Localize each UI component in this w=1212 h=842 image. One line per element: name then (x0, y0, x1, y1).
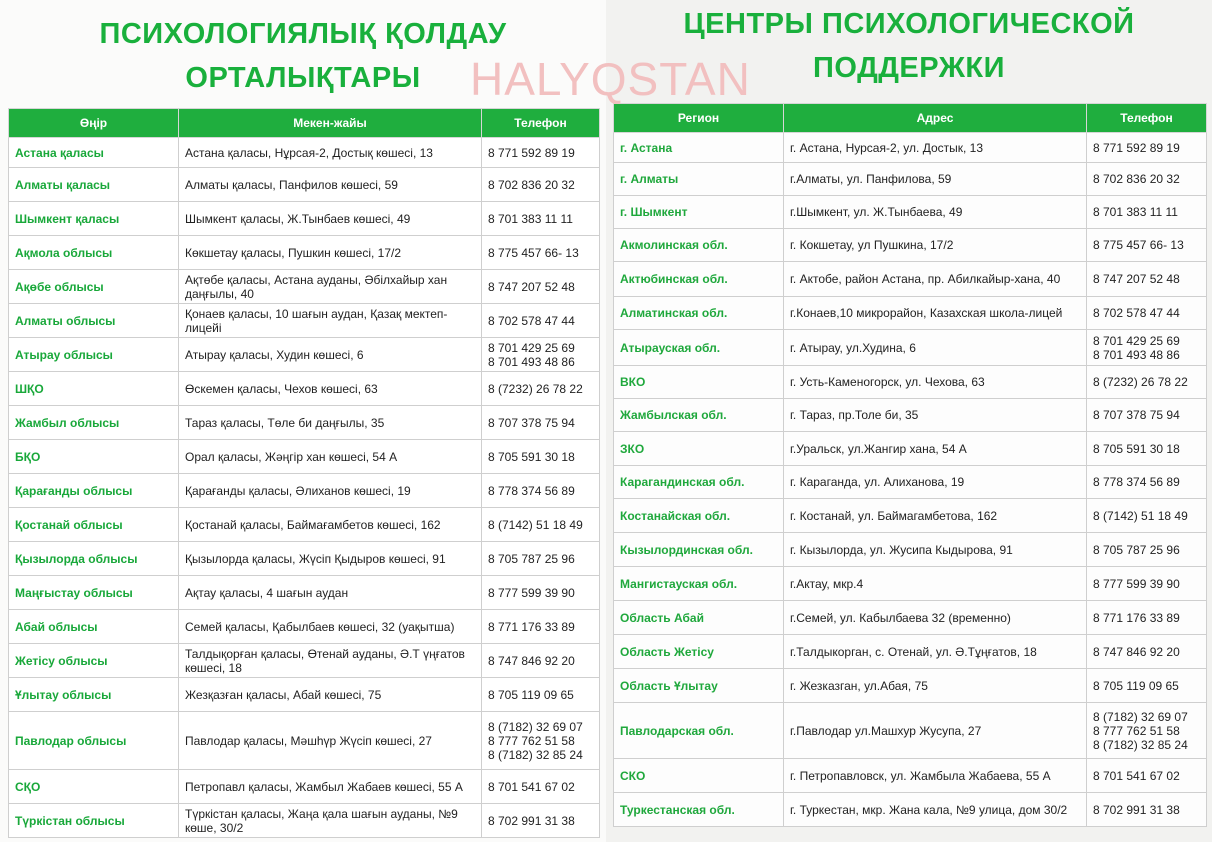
region-cell: Ұлытау облысы (9, 678, 179, 712)
table-row (9, 804, 600, 838)
phone-cell (1087, 703, 1207, 759)
address-cell: г.Павлодар ул.Машхур Жусупа, 27 (784, 703, 1087, 759)
table-row (614, 759, 1207, 793)
column-header-address: Мекен-жайы (179, 109, 482, 138)
phone-cell (1087, 366, 1207, 399)
phone-cell (482, 236, 600, 270)
address-cell: г. Туркестан, мкр. Жана кала, №9 улица, дом 30/2 (784, 793, 1087, 827)
region-cell: Мангистауская обл. (614, 567, 784, 601)
region-cell: г. Астана (614, 133, 784, 163)
address-cell: Петропавл қаласы, Жамбыл Жабаев көшесі, 55 А (179, 770, 482, 804)
phone-number: 8 705 591 30 18 (488, 449, 575, 464)
phone-cell (482, 576, 600, 610)
table-row (614, 466, 1207, 499)
address-cell: Семей қаласы, Қабылбаев көшесі, 32 (уақытша) (179, 610, 482, 644)
table-row (9, 440, 600, 474)
phone-cell (482, 168, 600, 202)
table-row (614, 793, 1207, 827)
phone-number: 8 701 493 48 86 (1093, 347, 1180, 362)
phone-number: 8 775 457 66- 13 (488, 245, 579, 260)
address-cell: г.Конаев,10 микрорайон, Казахская школа-лицей (784, 297, 1087, 330)
region-cell: Алматы облысы (9, 304, 179, 338)
region-cell: Алматы қаласы (9, 168, 179, 202)
table-row (614, 163, 1207, 196)
table-row (614, 399, 1207, 432)
phone-cell (1087, 163, 1207, 196)
kazakh-title-line-1: ПСИХОЛОГИЯЛЫҚ ҚОЛДАУ (99, 18, 507, 50)
table-row (9, 678, 600, 712)
address-cell: Өскемен қаласы, Чехов көшесі, 63 (179, 372, 482, 406)
table-row (9, 372, 600, 406)
table-row (9, 712, 600, 770)
table-row (9, 770, 600, 804)
phone-cell (1087, 567, 1207, 601)
address-cell: г.Уральск, ул.Жангир хана, 54 А (784, 432, 1087, 466)
phone-number: 8 702 991 31 38 (1093, 802, 1180, 817)
phone-cell (482, 770, 600, 804)
phone-number: 8 747 846 92 20 (488, 653, 575, 668)
table-row (9, 474, 600, 508)
address-cell: Орал қаласы, Жәңгір хан көшесі, 54 А (179, 440, 482, 474)
table-row (9, 644, 600, 678)
region-cell: г. Алматы (614, 163, 784, 196)
table-row (9, 542, 600, 576)
address-cell: Қарағанды қаласы, Әлиханов көшесі, 19 (179, 474, 482, 508)
table-row (9, 202, 600, 236)
phone-cell (1087, 330, 1207, 366)
phone-number: 8 701 493 48 86 (488, 354, 575, 369)
phone-cell (1087, 229, 1207, 262)
phone-number: 8 777 599 39 90 (1093, 576, 1180, 591)
phone-cell (482, 138, 600, 168)
region-cell: Қостанай облысы (9, 508, 179, 542)
address-cell: г. Караганда, ул. Алиханова, 19 (784, 466, 1087, 499)
phone-number: 8 775 457 66- 13 (1093, 238, 1184, 252)
phone-number: 8 (7232) 26 78 22 (1093, 375, 1188, 389)
phone-cell (482, 406, 600, 440)
region-cell: Актюбинская обл. (614, 262, 784, 297)
phone-number: 8 771 592 89 19 (1093, 140, 1180, 155)
kazakh-centers-table (8, 108, 600, 838)
phone-cell (1087, 466, 1207, 499)
phone-number: 8 707 378 75 94 (488, 415, 575, 430)
russian-title-line-1: ЦЕНТРЫ ПСИХОЛОГИЧЕСКОЙ (683, 8, 1135, 40)
region-cell: Акмолинская обл. (614, 229, 784, 262)
watermark: HALYQSTAN (470, 53, 751, 105)
phone-number: 8 777 762 51 58 (1093, 723, 1180, 738)
table-row (9, 304, 600, 338)
phone-number: 8 771 176 33 89 (1093, 610, 1180, 625)
table-row (9, 138, 600, 168)
table-row (614, 533, 1207, 567)
address-cell: г. Жезказган, ул.Абая, 75 (784, 669, 1087, 703)
address-cell: г.Актау, мкр.4 (784, 567, 1087, 601)
phone-number: 8 702 578 47 44 (1093, 306, 1180, 320)
phone-cell (482, 678, 600, 712)
table-row (614, 133, 1207, 163)
address-cell: г.Шымкент, ул. Ж.Тынбаева, 49 (784, 196, 1087, 229)
table-row (9, 270, 600, 304)
address-cell: Шымкент қаласы, Ж.Тынбаев көшесі, 49 (179, 202, 482, 236)
table-row (614, 635, 1207, 669)
phone-number: 8 (7142) 51 18 49 (488, 517, 583, 532)
phone-cell (1087, 635, 1207, 669)
phone-cell (482, 202, 600, 236)
region-cell: Абай облысы (9, 610, 179, 644)
phone-cell (482, 508, 600, 542)
address-cell: г. Кокшетау, ул Пушкина, 17/2 (784, 229, 1087, 262)
address-cell: Атырау қаласы, Худин көшесі, 6 (179, 338, 482, 372)
phone-cell (1087, 793, 1207, 827)
phone-number: 8 701 541 67 02 (1093, 768, 1180, 783)
region-cell: Қызылорда облысы (9, 542, 179, 576)
phone-number: 8 (7142) 51 18 49 (1093, 508, 1188, 523)
table-row (614, 297, 1207, 330)
kazakh-table-body (9, 138, 600, 838)
phone-cell (482, 804, 600, 838)
table-row (614, 432, 1207, 466)
phone-cell (482, 474, 600, 508)
address-cell: Ақтау қаласы, 4 шағын аудан (179, 576, 482, 610)
address-cell: Түркістан қаласы, Жаңа қала шағын ауданы, №9 көше, 30/2 (179, 804, 482, 838)
phone-number: 8 702 991 31 38 (488, 813, 575, 828)
region-cell: Жетісу облысы (9, 644, 179, 678)
region-cell: Атырауская обл. (614, 330, 784, 366)
region-cell: Павлодар облысы (9, 712, 179, 770)
phone-cell (482, 304, 600, 338)
region-cell: Область Абай (614, 601, 784, 635)
phone-number: 8 (7232) 26 78 22 (488, 381, 583, 396)
region-cell: Костанайская обл. (614, 499, 784, 533)
column-header-region: Өңір (9, 109, 179, 138)
table-row (9, 508, 600, 542)
table-row (9, 338, 600, 372)
phone-cell (1087, 759, 1207, 793)
region-cell: ЗКО (614, 432, 784, 466)
phone-number: 8 701 541 67 02 (488, 779, 575, 794)
table-header-row (614, 104, 1207, 133)
phone-number: 8 778 374 56 89 (488, 483, 575, 498)
phone-cell (1087, 432, 1207, 466)
address-cell: г. Тараз, пр.Толе би, 35 (784, 399, 1087, 432)
address-cell: г.Алматы, ул. Панфилова, 59 (784, 163, 1087, 196)
table-row (614, 229, 1207, 262)
phone-number: 8 747 207 52 48 (488, 279, 575, 294)
phone-cell (1087, 669, 1207, 703)
region-cell: г. Шымкент (614, 196, 784, 229)
table-row (614, 330, 1207, 366)
address-cell: Көкшетау қаласы, Пушкин көшесі, 17/2 (179, 236, 482, 270)
address-cell: г. Актобе, район Астана, пр. Абилкайыр-хана, 40 (784, 262, 1087, 297)
region-cell: Кызылординская обл. (614, 533, 784, 567)
table-row (614, 196, 1207, 229)
address-cell: г. Костанай, ул. Баймагамбетова, 162 (784, 499, 1087, 533)
phone-cell (482, 270, 600, 304)
table-row (614, 669, 1207, 703)
table-header-row (9, 109, 600, 138)
address-cell: Қостанай қаласы, Баймағамбетов көшесі, 162 (179, 508, 482, 542)
phone-number: 8 701 383 11 11 (488, 211, 573, 226)
table-row (614, 262, 1207, 297)
address-cell: Павлодар қаласы, Мәшһүр Жүсіп көшесі, 27 (179, 712, 482, 770)
region-cell: Маңғыстау облысы (9, 576, 179, 610)
region-cell: СКО (614, 759, 784, 793)
address-cell: г. Атырау, ул.Худина, 6 (784, 330, 1087, 366)
phone-cell (1087, 196, 1207, 229)
region-cell: Астана қаласы (9, 138, 179, 168)
phone-cell (1087, 297, 1207, 330)
address-cell: г. Петропавловск, ул. Жамбыла Жабаева, 55 А (784, 759, 1087, 793)
region-cell: Жамбыл облысы (9, 406, 179, 440)
phone-number: 8 705 119 09 65 (488, 687, 574, 702)
region-cell: Карагандинская обл. (614, 466, 784, 499)
region-cell: Туркестанская обл. (614, 793, 784, 827)
column-header-phone: Телефон (1087, 104, 1207, 133)
phone-number: 8 701 383 11 11 (1093, 205, 1178, 219)
address-cell: Қонаев қаласы, 10 шағын аудан, Қазақ мектеп-лицейі (179, 304, 482, 338)
phone-cell (482, 338, 600, 372)
phone-cell (1087, 533, 1207, 567)
table-row (9, 406, 600, 440)
address-cell: Жезқазған қаласы, Абай көшесі, 75 (179, 678, 482, 712)
phone-cell (1087, 133, 1207, 163)
table-row (614, 499, 1207, 533)
phone-number: 8 702 578 47 44 (488, 313, 575, 328)
address-cell: Ақтөбе қаласы, Астана ауданы, Әбілхайыр хан даңғылы, 40 (179, 270, 482, 304)
phone-number: 8 747 207 52 48 (1093, 272, 1180, 286)
address-cell: Талдықорған қаласы, Өтенай ауданы, Ә.Т үңғатов көшесі, 18 (179, 644, 482, 678)
phone-number: 8 777 762 51 58 (488, 733, 575, 748)
region-cell: ВКО (614, 366, 784, 399)
table-row (614, 703, 1207, 759)
phone-cell (1087, 262, 1207, 297)
address-cell: г.Семей, ул. Кабылбаева 32 (временно) (784, 601, 1087, 635)
kazakh-title-line-2: ОРТАЛЫҚТАРЫ (185, 62, 421, 94)
phone-number: 8 771 176 33 89 (488, 619, 575, 634)
region-cell: Ақмола облысы (9, 236, 179, 270)
address-cell: г. Усть-Каменогорск, ул. Чехова, 63 (784, 366, 1087, 399)
russian-centers-table (613, 103, 1207, 827)
region-cell: БҚО (9, 440, 179, 474)
phone-number: 8 701 429 25 69 (1093, 333, 1180, 348)
address-cell: г.Талдыкорган, с. Отенай, ул. Ә.Тұңғатов, 18 (784, 635, 1087, 669)
address-cell: Тараз қаласы, Төле би даңғылы, 35 (179, 406, 482, 440)
address-cell: Астана қаласы, Нұрсая-2, Достық көшесі, 13 (179, 138, 482, 168)
region-cell: Алматинская обл. (614, 297, 784, 330)
region-cell: Павлодарская обл. (614, 703, 784, 759)
address-cell: г. Кызылорда, ул. Жусипа Кыдырова, 91 (784, 533, 1087, 567)
russian-title-line-2: ПОДДЕРЖКИ (813, 52, 1005, 84)
phone-number: 8 701 429 25 69 (488, 340, 575, 355)
phone-cell (482, 542, 600, 576)
table-row (614, 366, 1207, 399)
phone-cell (482, 712, 600, 770)
region-cell: Атырау облысы (9, 338, 179, 372)
address-cell: Қызылорда қаласы, Жүсіп Қыдыров көшесі, 91 (179, 542, 482, 576)
region-cell: Қарағанды облысы (9, 474, 179, 508)
table-row (9, 576, 600, 610)
phone-cell (482, 610, 600, 644)
phone-number: 8 771 592 89 19 (488, 145, 575, 160)
table-row (9, 610, 600, 644)
phone-number: 8 (7182) 32 85 24 (1093, 737, 1188, 752)
region-cell: Ақөбе облысы (9, 270, 179, 304)
table-row (614, 567, 1207, 601)
phone-number: 8 702 836 20 32 (488, 177, 575, 192)
region-cell: Область Ұлытау (614, 669, 784, 703)
address-cell: Алматы қаласы, Панфилов көшесі, 59 (179, 168, 482, 202)
region-cell: ШҚО (9, 372, 179, 406)
phone-number: 8 702 836 20 32 (1093, 172, 1180, 186)
region-cell: Жамбылская обл. (614, 399, 784, 432)
phone-cell (482, 644, 600, 678)
column-header-region: Регион (614, 104, 784, 133)
phone-number: 8 705 591 30 18 (1093, 441, 1180, 456)
phone-cell (482, 440, 600, 474)
column-header-phone: Телефон (482, 109, 600, 138)
region-cell: Түркістан облысы (9, 804, 179, 838)
table-row (614, 601, 1207, 635)
russian-table-body (614, 133, 1207, 827)
column-header-address: Адрес (784, 104, 1087, 133)
phone-cell (1087, 399, 1207, 432)
address-cell: г. Астана, Нурсая-2, ул. Достык, 13 (784, 133, 1087, 163)
phone-cell (1087, 601, 1207, 635)
phone-number: 8 705 787 25 96 (488, 551, 575, 566)
phone-number: 8 705 787 25 96 (1093, 542, 1180, 557)
region-cell: Область Жетісу (614, 635, 784, 669)
russian-panel (606, 0, 1212, 842)
phone-number: 8 707 378 75 94 (1093, 408, 1180, 422)
table-row (9, 236, 600, 270)
table-row (9, 168, 600, 202)
region-cell: Шымкент қаласы (9, 202, 179, 236)
phone-cell (482, 372, 600, 406)
phone-number: 8 (7182) 32 69 07 (1093, 709, 1188, 724)
phone-cell (1087, 499, 1207, 533)
phone-number: 8 747 846 92 20 (1093, 644, 1180, 659)
phone-number: 8 (7182) 32 85 24 (488, 747, 583, 762)
phone-number: 8 778 374 56 89 (1093, 475, 1180, 489)
region-cell: СҚО (9, 770, 179, 804)
phone-number: 8 777 599 39 90 (488, 585, 575, 600)
phone-number: 8 (7182) 32 69 07 (488, 719, 583, 734)
phone-number: 8 705 119 09 65 (1093, 678, 1179, 693)
